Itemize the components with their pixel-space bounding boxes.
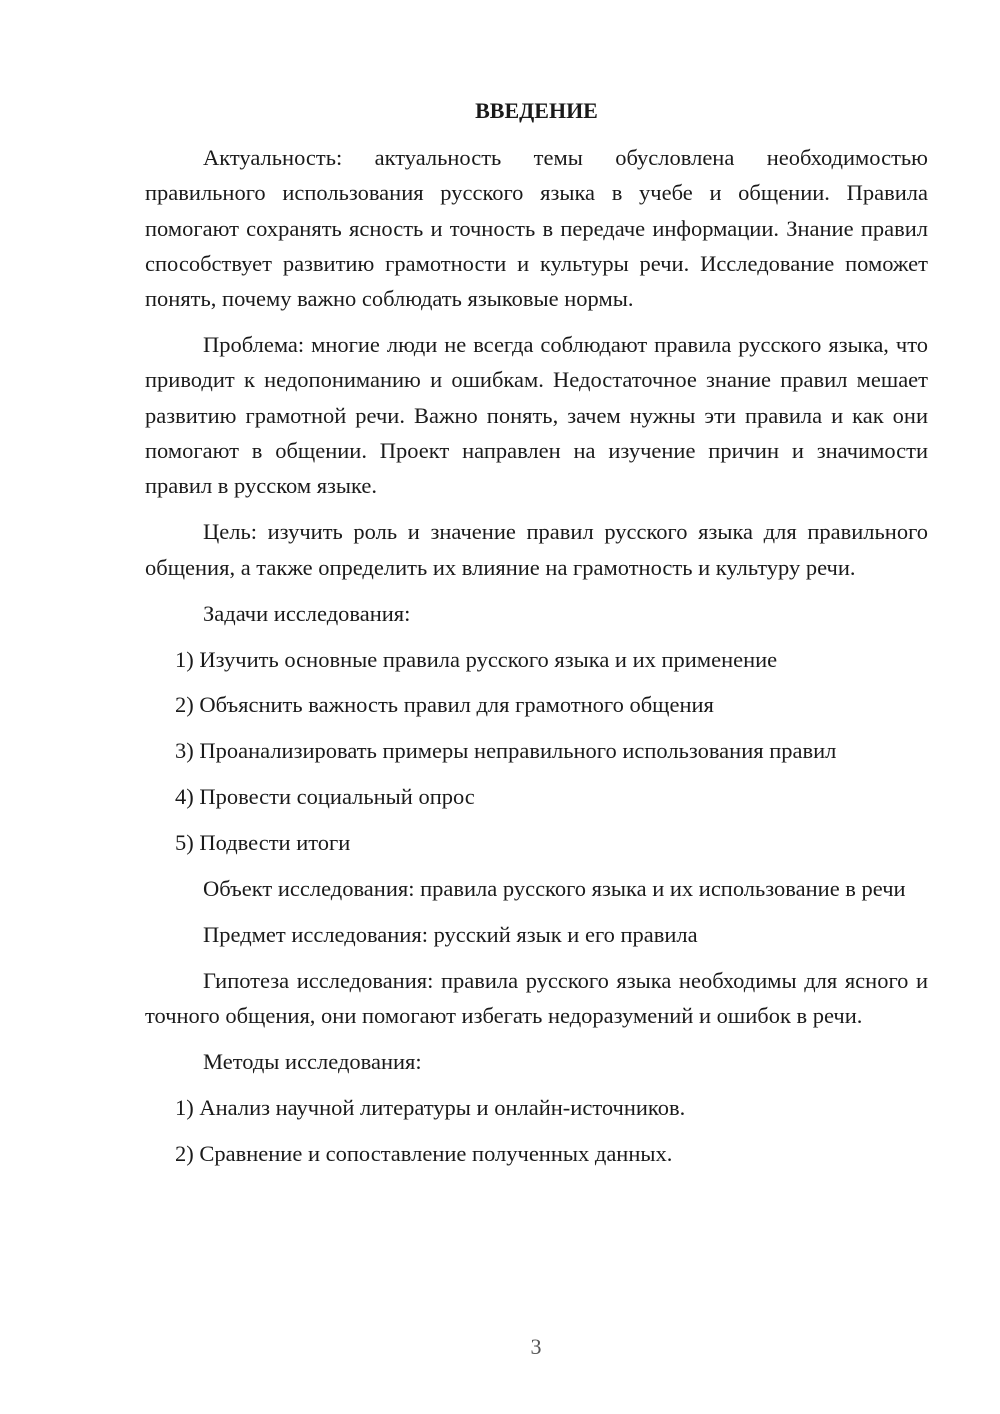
- task-item: 4) Провести социальный опрос: [175, 784, 475, 809]
- subject-paragraph: Предмет исследования: русский язык и его правила: [203, 921, 698, 947]
- methods-label: Методы исследования:: [203, 1048, 422, 1074]
- tasks-label: Задачи исследования:: [203, 600, 411, 626]
- goal-paragraph: Цель: изучить роль и значение правил русского языка для правильного общения, а также определить их влияние на грамотность и культуру речи.: [145, 519, 928, 580]
- problem-paragraph: Проблема: многие люди не всегда соблюдают правила русского языка, что приводит к недопониманию и ошибкам. Недостаточное знание правил мешает развитию грамотной речи. Важно понять, зачем нужны эти правила и как они помогают в общении. Проект направлен на изучение причин и значимости правил в русском языке.: [145, 332, 928, 499]
- section-heading: ВВЕДЕНИЕ: [475, 98, 598, 123]
- task-item: 2) Объяснить важность правил для грамотного общения: [175, 692, 714, 718]
- object-paragraph: Объект исследования: правила русского языка и их использование в речи: [203, 875, 906, 901]
- page-number: 3: [530, 1334, 542, 1359]
- methods-list: [145, 1090, 928, 1171]
- task-item: 1) Изучить основные правила русского языка и их применение: [175, 646, 778, 672]
- document-page: [145, 98, 928, 1181]
- method-item: 1) Анализ научной литературы и онлайн-источников.: [175, 1094, 686, 1120]
- method-item: 2) Сравнение и сопоставление полученных данных.: [175, 1140, 673, 1166]
- hypothesis-paragraph: Гипотеза исследования: правила русского языка необходимы для ясного и точного общения, они помогают избегать недоразумений и ошибок в речи.: [145, 967, 928, 1028]
- tasks-list: [145, 642, 928, 860]
- relevance-paragraph: Актуальность: актуальность темы обусловлена необходимостью правильного использования русского языка в учебе и общении. Правила помогают сохранять ясность и точность в передаче информации. Знание правил способствует развитию грамотности и культуры речи. Исследование поможет понять, почему важно соблюдать языковые нормы.: [145, 145, 928, 312]
- task-item: 5) Подвести итоги: [175, 829, 351, 855]
- task-item: 3) Проанализировать примеры неправильного использования правил: [175, 738, 837, 764]
